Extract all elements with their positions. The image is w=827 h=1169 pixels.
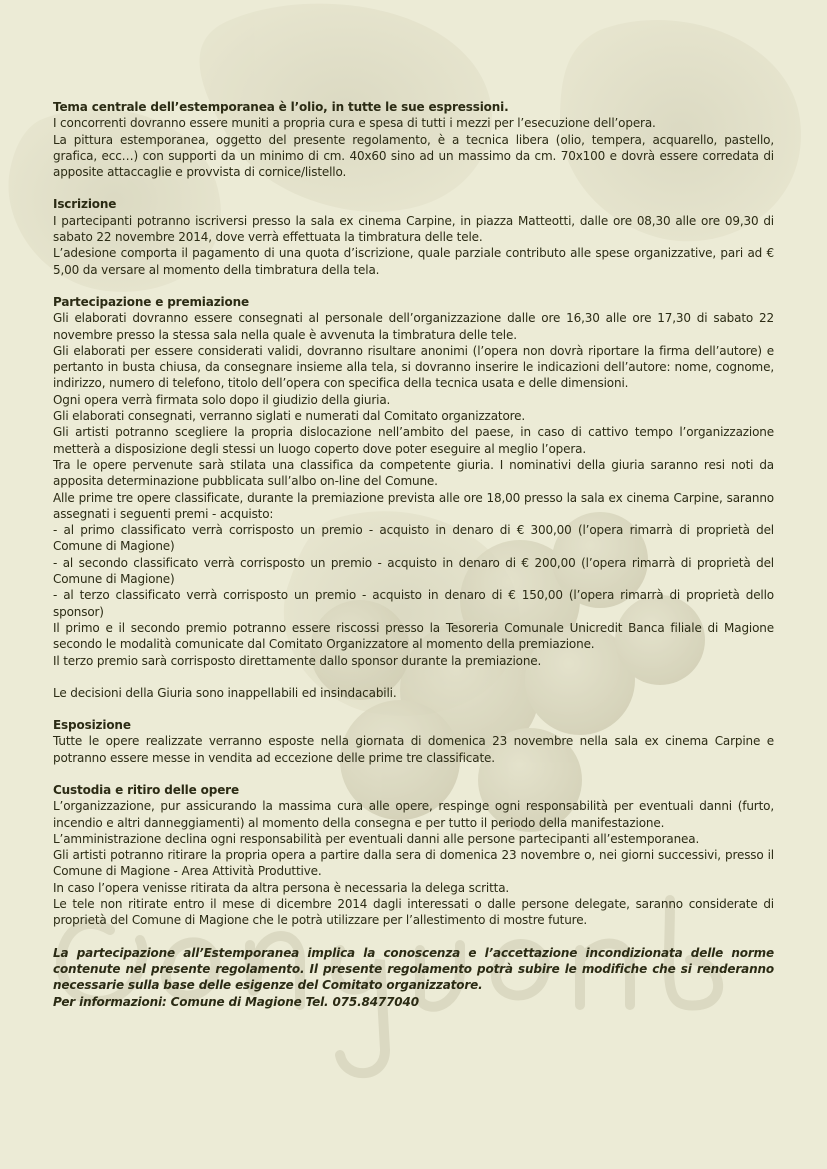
closing-statement: La partecipazione all’Estemporanea implica la conoscenza e l’accettazione incondizionata delle norme contenute nel presente regolamento. Il presente regolamento potrà subire le modifiche che si renderanno necessarie sulla base delle esigenze del Comitato organizzatore. — [53, 945, 774, 993]
section-tema — [53, 99, 774, 180]
paragraph: L’organizzazione, pur assicurando la massima cura alle opere, respinge ogni responsabilità per eventuali danni (furto, incendio e altri danneggiamenti) al momento della consegna e per tutto il periodo della manifestazione. — [53, 799, 774, 830]
paragraph: I partecipanti potranno iscriversi presso la sala ex cinema Carpine, in piazza Matteotti, dalle ore 08,30 alle ore 09,30 di sabato 22 novembre 2014, dove verrà effettuata la timbratura delle tele. — [53, 213, 774, 245]
section-heading: Esposizione — [53, 718, 131, 733]
paragraph: Gli artisti potranno scegliere la propria dislocazione nell’ambito del paese, in caso di cattivo tempo l’organizzazione metterà a disposizione degli stessi un luogo coperto dove poter eseguire al meglio l’opera. — [53, 425, 774, 456]
paragraph: La pittura estemporanea, oggetto del presente regolamento, è a tecnica libera (olio, tempera, acquarello, pastello, grafica, ecc…) con supporti da un minimo di cm. 40x60 sino ad un massimo da cm. 70x100 e dovrà essere corredata di apposite attaccaglie e provvista di cornice/listello. — [53, 132, 774, 180]
prize-third: - al terzo classificato verrà corrisposto un premio - acquisto in denaro di € 150,00 (l’opera rimarrà di proprietà dello sponsor) — [53, 588, 774, 619]
paragraph: Alle prime tre opere classificate, durante la premiazione prevista alle ore 18,00 presso la sala ex cinema Carpine, saranno assegnati i seguenti premi - acquisto: — [53, 490, 774, 521]
contact-info: Per informazioni: Comune di Magione Tel. 075.8477040 — [53, 994, 419, 1009]
section-heading: Custodia e ritiro delle opere — [53, 782, 239, 797]
paragraph: Ogni opera verrà firmata solo dopo il giudizio della giuria. — [53, 392, 391, 407]
paragraph: Gli elaborati per essere considerati validi, dovranno risultare anonimi (l’opera non dovrà riportare la firma dell’autore) e pertanto in busta chiusa, da consegnare insieme alla tela, si dovranno inserire le indicazioni dell’autore: nome, cognome, indirizzo, numero di telefono, titolo dell’opera con specifica della tecnica usata e delle dimensioni. — [53, 343, 774, 391]
section-heading: Iscrizione — [53, 197, 117, 212]
paragraph: L’adesione comporta il pagamento di una quota d’iscrizione, quale parziale contributo alle spese organizzative, pari ad € 5,00 da versare al momento della timbratura della tela. — [53, 246, 774, 277]
regulation-document — [53, 99, 774, 1026]
paragraph: Tra le opere pervenute sarà stilata una classifica da competente giuria. I nominativi della giuria saranno resi noti da apposita determinazione pubblicata sull’albo on-line del Comune. — [53, 457, 774, 489]
spacer — [53, 669, 774, 685]
paragraph: Gli elaborati dovranno essere consegnati al personale dell’organizzazione dalle ore 16,30 alle ore 17,30 di sabato 22 novembre presso la stessa sala nella quale è avvenuta la timbratura delle tele. — [53, 311, 774, 342]
paragraph: Le decisioni della Giuria sono inappellabili ed insindacabili. — [53, 685, 397, 700]
paragraph: In caso l’opera venisse ritirata da altra persona è necessaria la delega scritta. — [53, 880, 510, 895]
section-custodia — [53, 782, 774, 929]
section-partecipazione — [53, 294, 774, 701]
prize-first: - al primo classificato verrà corrisposto un premio - acquisto in denaro di € 300,00 (l’opera rimarrà di proprietà del Comune di Magione) — [53, 523, 774, 554]
section-heading: Partecipazione e premiazione — [53, 294, 249, 309]
section-esposizione — [53, 717, 774, 766]
closing-notes — [53, 945, 774, 1010]
paragraph: Tutte le opere realizzate verranno esposte nella giornata di domenica 23 novembre nella sala ex cinema Carpine e potranno essere messe in vendita ad eccezione delle prime tre classificate. — [53, 734, 774, 765]
paragraph: Gli artisti potranno ritirare la propria opera a partire dalla sera di domenica 23 novembre o, nei giorni successivi, presso il Comune di Magione - Area Attività Produttive. — [53, 848, 774, 879]
section-heading: Tema centrale dell’estemporanea è l’olio, in tutte le sue espressioni. — [53, 100, 509, 114]
paragraph: Il terzo premio sarà corrisposto direttamente dallo sponsor durante la premiazione. — [53, 653, 542, 668]
paragraph: L’amministrazione declina ogni responsabilità per eventuali danni alle persone partecipanti all’estemporanea. — [53, 831, 700, 846]
paragraph: I concorrenti dovranno essere muniti a propria cura e spesa di tutti i mezzi per l’esecuzione dell’opera. — [53, 116, 656, 131]
paragraph: Gli elaborati consegnati, verranno siglati e numerati dal Comitato organizzatore. — [53, 409, 526, 424]
paragraph: Il primo e il secondo premio potranno essere riscossi presso la Tesoreria Comunale Unicredit Banca filiale di Magione secondo le modalità comunicate dal Comitato Organizzatore al momento della premiazione. — [53, 620, 774, 652]
prize-second: - al secondo classificato verrà corrisposto un premio - acquisto in denaro di € 200,00 (l’opera rimarrà di proprietà del Comune di Magione) — [53, 555, 774, 587]
section-iscrizione — [53, 196, 774, 277]
paragraph: Le tele non ritirate entro il mese di dicembre 2014 dagli interessati o dalle persone delegate, saranno considerate di proprietà del Comune di Magione che le potrà utilizzare per l’allestimento di mostre future. — [53, 897, 774, 928]
